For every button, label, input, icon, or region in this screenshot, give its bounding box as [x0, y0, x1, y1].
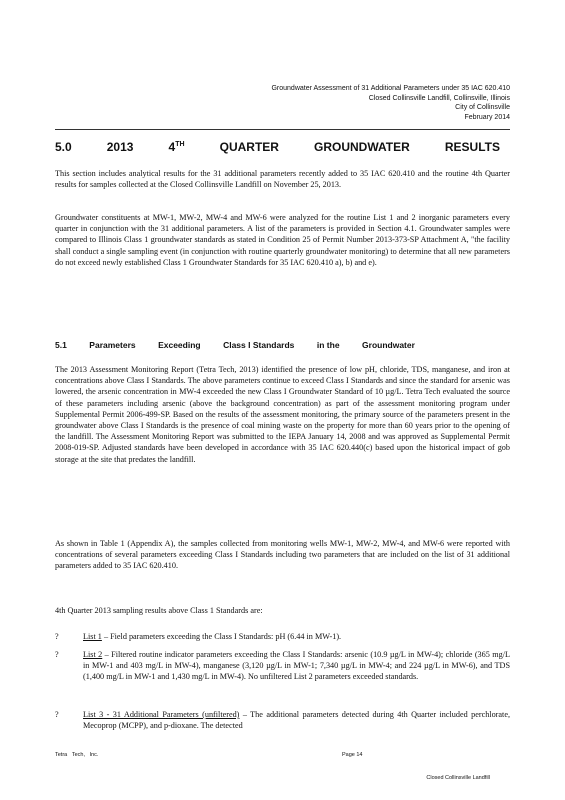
- footer-company: Tetra Tech, Inc.: [55, 752, 99, 758]
- section-word-quarter: QUARTER: [219, 140, 279, 154]
- list-item: [55, 631, 510, 642]
- section-number: 5.0: [55, 140, 72, 154]
- list-label: List 3 - 31 Additional Parameters (unfiltered): [83, 710, 240, 719]
- subsection-word-2: Exceeding: [158, 340, 201, 350]
- subsection-heading: [55, 340, 415, 350]
- section-quarter: 4TH: [168, 140, 185, 154]
- subsection-word-3: Class I Standards: [223, 340, 295, 350]
- list-item: [55, 709, 510, 731]
- list-label: List 2: [83, 650, 103, 659]
- header-line-2: Closed Collinsville Landfill, Collinsville, Illinois: [368, 94, 510, 102]
- footer-page-number: Page 14: [342, 752, 363, 758]
- subsection-word-5: Groundwater: [362, 340, 415, 350]
- list-text: – The additional parameters detected during 4th Quarter included perchlorate, Mecoprop (MCPP), and p-dioxane. The detected: [83, 710, 510, 731]
- list-item: [55, 649, 510, 683]
- section-heading: [55, 140, 500, 154]
- paragraph-table1: As shown in Table 1 (Appendix A), the samples collected from monitoring wells MW-1, MW-2, MW-4, and MW-6 were reported with concentrations of several parameters exceeding Class I Standards including two parameters that are included on the list of 31 additional parameters added to 35 IAC 620.410.: [55, 539, 510, 571]
- paragraph-results-intro: 4th Quarter 2013 sampling results above Class 1 Standards are:: [55, 606, 263, 615]
- header-line-4: February 2014: [464, 113, 510, 121]
- subsection-word-4: in the: [316, 340, 340, 350]
- footer-site-name: Closed Collinsville Landfill: [426, 775, 490, 781]
- paragraph-constituents: Groundwater constituents at MW-1, MW-2, MW-4 and MW-6 were analyzed for the routine List 1 and 2 inorganic parameters every quarter in conjunction with the 31 additional parameters. A list of the parameters is provided in Section 4.1. Groundwater samples were compared to Illinois Class 1 groundwater standards as stated in Condition 25 of Permit Number 2013-373-SP Attachment A, "the facility shall conduct a single sampling event (in conjunction with routine quarterly groundwater monitoring) to determine that all new parameters do not exceed newly established Class 1 Groundwater Standards for 35 IAC 620.410 a), b) and e).: [55, 213, 510, 267]
- header-rule: [55, 129, 510, 130]
- paragraph-assessment: The 2013 Assessment Monitoring Report (Tetra Tech, 2013) identified the presence of low pH, chloride, TDS, manganese, and iron at concentrations above Class I Standards. The above parameters continue to exceed Class I Standards and since the standard for arsenic was lowered, the arsenic concentration in MW-4 exceeded the new Class I Groundwater Standard of 10 µg/L. Tetra Tech evaluated the source of these parameters including arsenic (above the background concentration) as part of the assessment monitoring program under Supplemental Permit 2006-499-SP. Based on the results of the assessment monitoring, the primary source of the parameters present in the groundwater above Class I Standards is the presence of coal mining waste on the property for more than 60 years prior to the opening of the landfill. The Assessment Monitoring Report was submitted to the IEPA January 14, 2008 and was approved as Supplemental Permit 2008-019-SP. Adjusted standards have been developed in accordance with 35 IAC 620.440(c) based upon the historical impact of gob storage at the site that predates the landfill.: [55, 365, 510, 464]
- list-label: List 1: [83, 632, 102, 641]
- running-header: [190, 84, 510, 122]
- subsection-number: 5.1: [55, 340, 67, 350]
- header-line-3: City of Collinsville: [455, 104, 510, 111]
- bullet-marker: ?: [55, 632, 59, 641]
- bullet-marker: ?: [55, 650, 59, 659]
- subsection-word-1: Parameters: [89, 340, 136, 350]
- list-text: – Field parameters exceeding the Class I Standards: pH (6.44 in MW-1).: [101, 632, 342, 641]
- bullet-marker: ?: [55, 710, 59, 719]
- paragraph-intro: This section includes analytical results for the 31 additional parameters recently added to 35 IAC 620.410 and the routine 4th Quarter results for samples collected at the Closed Collinsville Landfill on November 25, 2013.: [55, 169, 510, 190]
- list-text: – Filtered routine indicator parameters exceeding the Class I Standards: arsenic (10.9 µg/L in MW-4); chloride (365 mg/L in MW-1 and 403 mg/L in MW-4), manganese (3,120 µg/L in MW-1; 7,340 µg/L in MW-4; and 224 µg/L in MW-6), and TDS (1,400 mg/L in MW-1 and 1,430 mg/L in MW-4). No unfiltered List 2 parameters exceeded standards.: [83, 650, 510, 682]
- section-year: 2013: [106, 140, 134, 154]
- section-word-results: RESULTS: [444, 140, 500, 154]
- section-word-groundwater: GROUNDWATER: [314, 140, 410, 154]
- header-line-1: Groundwater Assessment of 31 Additional Parameters under 35 IAC 620.410: [271, 85, 510, 92]
